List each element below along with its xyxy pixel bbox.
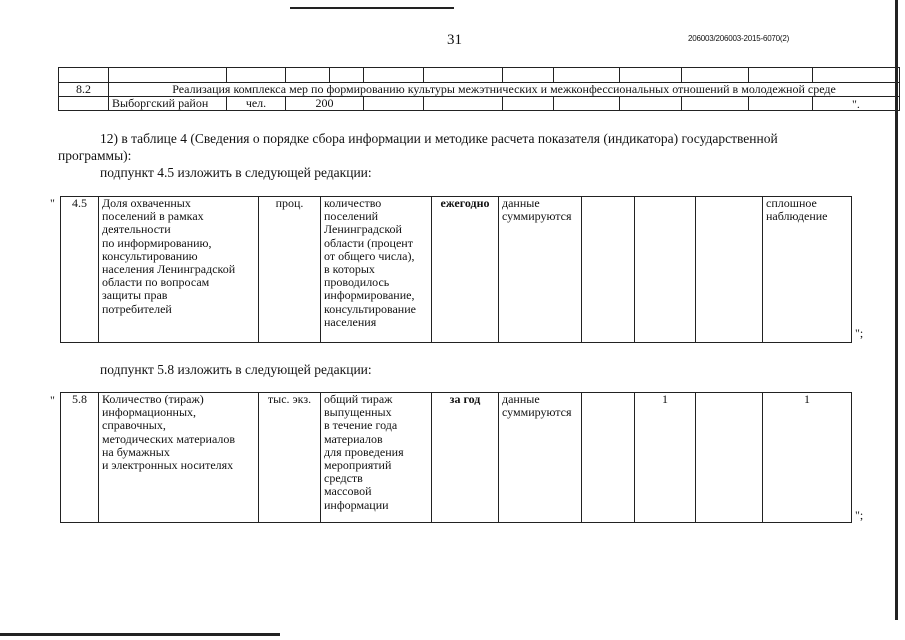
text-line: суммируются — [502, 405, 572, 420]
close-quote: "; — [855, 508, 864, 522]
closing-quote: ". — [852, 97, 860, 111]
indicator-name — [99, 197, 259, 343]
text-line: и электронных носителях — [102, 458, 234, 473]
value-cell: 1 — [635, 393, 696, 523]
indicator-definition — [321, 197, 432, 343]
period: ежегодно — [432, 197, 499, 343]
empty-cell — [635, 197, 696, 343]
value-cell: 1 — [763, 393, 852, 523]
text-line: населения — [324, 314, 377, 329]
unit: тыс. экз. — [259, 393, 321, 523]
text-line: данные — [502, 392, 540, 406]
text-line: поселений — [324, 209, 379, 224]
measure-title: Реализация комплекса мер по формированию культуры межэтнических и межконфессиональных отношений в молодежной среде — [109, 83, 900, 97]
text-line: потребителей — [102, 301, 172, 316]
bottom-rule — [0, 633, 280, 636]
close-quote: "; — [855, 326, 864, 340]
period: за год — [432, 393, 499, 523]
text-line: мероприятий — [324, 458, 392, 473]
unit: чел. — [227, 97, 286, 111]
value: 200 — [286, 97, 364, 111]
text-line: Количество (тираж) — [102, 392, 204, 406]
table-row — [59, 97, 900, 111]
open-quote: " — [50, 196, 55, 210]
row-number: 4.5 — [61, 197, 99, 343]
text-line: информации — [324, 497, 389, 512]
indicator-name — [99, 393, 259, 523]
row-number: 8.2 — [59, 83, 109, 97]
text-line: выпущенных — [324, 405, 392, 420]
text-line: консультирование — [324, 301, 416, 316]
text-line: количество — [324, 196, 382, 210]
text-line: наблюдение — [766, 209, 828, 224]
intro-line-1: 12) в таблице 4 (Сведения о порядке сбора информации и методике расчета показателя (индикатора) государственной — [100, 131, 778, 146]
text-line: области (процент — [324, 235, 413, 250]
calc-method — [499, 393, 582, 523]
intro-line-2: программы): — [58, 148, 132, 163]
intro-line-4: подпункт 5.8 изложить в следующей редакции: — [100, 362, 372, 377]
text-line: суммируются — [502, 209, 572, 224]
document-code: 206003/206003-2015-6070(2) — [688, 34, 790, 43]
text-line: консультированию — [102, 248, 198, 263]
text-line: Доля охваченных — [102, 196, 191, 210]
observation-type — [763, 197, 852, 343]
text-line: информационных, — [102, 405, 197, 420]
text-line: поселений в рамках — [102, 209, 204, 224]
text-line: населения Ленинградской — [102, 262, 236, 277]
text-line: защиты прав — [102, 288, 168, 303]
table-row — [61, 197, 852, 343]
table-row — [59, 68, 900, 83]
empty-cell — [696, 197, 763, 343]
empty-cell — [696, 393, 763, 523]
empty-cell — [582, 393, 635, 523]
text-line: справочных, — [102, 418, 166, 433]
text-line: средств — [324, 471, 363, 486]
empty-cell — [582, 197, 635, 343]
text-line: материалов — [324, 431, 383, 446]
intro-line-3: подпункт 4.5 изложить в следующей редакции: — [100, 165, 372, 180]
text-line: от общего числа), — [324, 248, 415, 263]
text-line: методических материалов — [102, 431, 236, 446]
text-line: области по вопросам — [102, 275, 210, 290]
text-line: по информированию, — [102, 235, 212, 250]
table-8-2 — [58, 67, 900, 111]
unit: проц. — [259, 197, 321, 343]
text-line: информирование, — [324, 288, 415, 303]
text-line: Ленинградской — [324, 222, 402, 237]
text-line: массовой — [324, 484, 372, 499]
table-row — [59, 83, 900, 97]
table-row — [61, 393, 852, 523]
page-number: 31 — [447, 32, 462, 48]
text-line: общий тираж — [324, 392, 393, 406]
row-number: 5.8 — [61, 393, 99, 523]
district-name: Выборгский район — [109, 97, 227, 111]
text-line: для проведения — [324, 444, 404, 459]
text-line: в которых — [324, 262, 375, 277]
table-4-5 — [60, 196, 852, 343]
text-line: сплошное — [766, 196, 817, 210]
calc-method — [499, 197, 582, 343]
top-rule — [290, 7, 454, 9]
indicator-definition — [321, 393, 432, 523]
text-line: данные — [502, 196, 540, 210]
text-line: на бумажных — [102, 444, 170, 459]
open-quote: " — [50, 393, 55, 407]
text-line: в течение года — [324, 418, 398, 433]
table-5-8 — [60, 392, 852, 523]
text-line: проводилось — [324, 275, 390, 290]
text-line: деятельности — [102, 222, 171, 237]
